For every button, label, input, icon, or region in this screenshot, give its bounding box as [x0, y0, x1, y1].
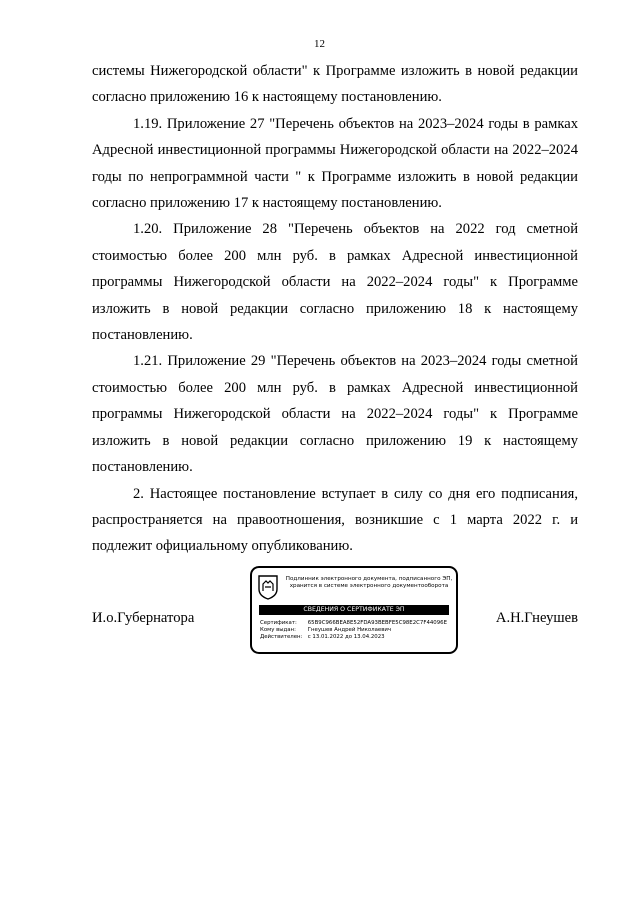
issued-to-label: Кому выдан:: [260, 626, 296, 633]
document-body: [92, 58, 578, 560]
issued-to-row: [260, 627, 456, 634]
valid-row: [260, 634, 456, 641]
paragraph-1-20: 1.20. Приложение 28 "Перечень объектов на 2022 год сметной стоимостью более 200 млн руб. в рамках Адресной инвестиционной программы Нижегородской области на 2022–2024 годы" к Программе изложить в новой редакции согласно приложению 18 к настоящему постановлению.: [92, 221, 578, 344]
stamp-details: [260, 620, 456, 640]
stamp-title: СВЕДЕНИЯ О СЕРТИФИКАТЕ ЭП: [259, 605, 449, 615]
signatory-position: И.о.Губернатора: [92, 610, 195, 626]
certificate-value: 65B9C966BEA8E52FDA93BEBFE5C98E2C7F44096E: [307, 620, 447, 626]
issued-to-value: Гнеушев Андрей Николаевич: [307, 626, 392, 633]
paragraph-1-19: 1.19. Приложение 27 "Перечень объектов на 2023–2024 годы в рамках Адресной инвестиционной программы Нижегородской области на 2022–2024 годы по непрограммной части " к Программе изложить в новой редакции согласно приложению 17 к настоящему постановлению.: [92, 115, 578, 212]
paragraph-2: 2. Настоящее постановление вступает в силу со дня его подписания, распространяется на правоотношения, возникшие с 1 марта 2022 г. и подлежит официальному опубликованию.: [92, 485, 578, 555]
valid-value: с 13.01.2022 до 13.04.2023: [307, 633, 385, 640]
valid-label: Действителен:: [260, 633, 303, 640]
digital-signature-stamp: [250, 566, 458, 654]
signatory-name: А.Н.Гнеушев: [495, 610, 578, 626]
paragraph-1-21: 1.21. Приложение 29 "Перечень объектов на 2023–2024 годы сметной стоимостью более 200 млн руб. в рамках Адресной инвестиционной программы Нижегородской области на 2022–2024 годы" к Программе изложить в новой редакции согласно приложению 19 к настоящему постановлению.: [92, 353, 578, 476]
page-number: 12: [314, 38, 325, 50]
coat-of-arms-icon: [257, 574, 279, 600]
stamp-header: Подлинник электронного документа, подписанного ЭП, хранится в системе электронного документооборота: [285, 576, 453, 590]
certificate-row: [260, 620, 456, 627]
certificate-label: Сертификат:: [260, 620, 297, 626]
paragraph-continuation: системы Нижегородской области" к Программе изложить в новой редакции согласно приложению 16 к настоящему постановлению.: [92, 63, 578, 106]
